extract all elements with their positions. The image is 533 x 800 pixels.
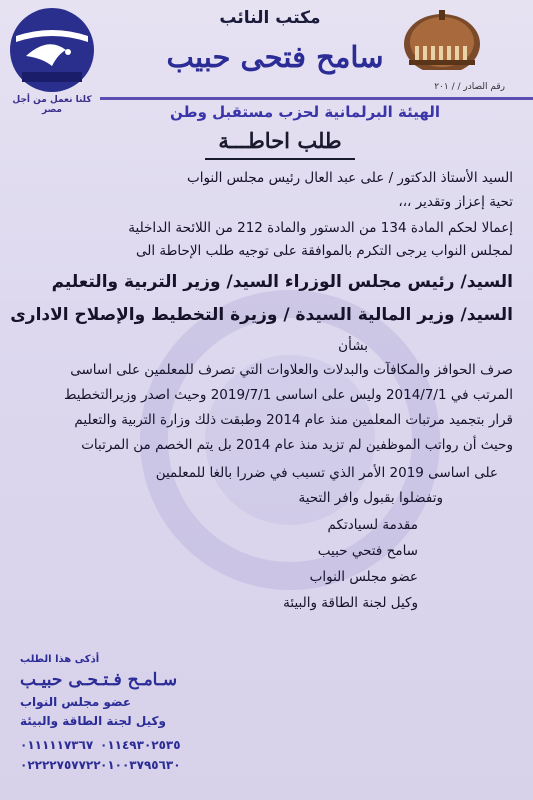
party-logo-icon (8, 6, 96, 98)
phone-number: ٠١١٤٩٣٠٢٥٣٥ (100, 738, 181, 752)
title-underline (205, 158, 355, 160)
signature-name: سامح فتحي حبيب (317, 543, 418, 559)
mp-name-header: سامح فتحى حبيب (166, 40, 384, 74)
greeting-line: تحية إعزاز وتقدير ،،، (398, 194, 513, 210)
body-line: المرتب في 2014/7/1 وليس على اساسى 2019/7/1 وحيث اصدر وزيرالتخطيط (63, 387, 513, 403)
body-intro-line: إعمالا لحكم المادة 134 من الدستور والمادة 212 من اللائحة الداخلية (128, 220, 513, 236)
document-title: طلب احاطـــة (218, 128, 342, 153)
parliament-dome-icon (395, 6, 490, 70)
footer-role: عضو مجلس النواب (20, 695, 132, 709)
phone-number: ٠١١١١١٧٣٦٧ (20, 738, 94, 752)
body-intro-line: لمجلس النواب يرجى التكرم بالموافقة على توجيه طلب الإحاطة الى (136, 243, 513, 259)
footer-name: سـامـح فـتـحـى حبيـب (20, 670, 178, 690)
footer-committee: وكيل لجنة الطاقة والبيئة (20, 714, 166, 728)
signature-role: عضو مجلس النواب (309, 569, 418, 585)
body-line: وحيث أن رواتب الموظفين لم تزيد منذ عام 2014 بل يتم الخصم من المرتبات (81, 437, 513, 453)
party-slogan: كلنا نعمل من أجل مصر (12, 95, 92, 115)
body-line: صرف الحوافز والمكافآت والبدلات والعلاوات التي تصرف للمعلمين على اساسى (70, 362, 513, 378)
body-line: قرار بتجميد مرتبات المعلمين منذ عام 2014 وطبقت ذلك وزارة التربية والتعليم (74, 412, 513, 428)
header-divider (100, 97, 533, 100)
phone-number: ٠١٠٠٣٧٩٥٦٣٠ (100, 758, 181, 772)
addressees-line: السيد/ وزير المالية السيدة / وزيرة التخطيط والإصلاح الادارى (10, 305, 513, 325)
addressees-line: السيد/ رئيس مجلس الوزراء السيد/ وزير التربية والتعليم (51, 272, 513, 292)
parliamentary-body-name: الهيئة البرلمانية لحزب مستقبل وطن (169, 103, 441, 121)
closing-line: وتفضلوا بقبول وافر التحية (298, 490, 443, 506)
signature-committee: وكيل لجنة الطاقة والبيئة (283, 595, 418, 611)
phone-number: ٠٢٢٢٢٧٥٧٧٢٢ (20, 758, 101, 772)
subject-label: بشأن (338, 338, 368, 354)
addressee-line: السيد الأستاذ الدكتور / على عبد العال رئيس مجلس النواب (187, 170, 513, 186)
signature-line: مقدمة لسيادتكم (327, 517, 418, 533)
reference-number: رقم الصادر / / ٢٠١ (434, 82, 505, 92)
body-line: على اساسى 2019 الأمر الذي تسبب في ضررا بالغا للمعلمين (155, 465, 498, 481)
submitter-label: أذكى هذا الطلب (20, 654, 100, 665)
office-title: مكتب النائب (219, 8, 321, 28)
